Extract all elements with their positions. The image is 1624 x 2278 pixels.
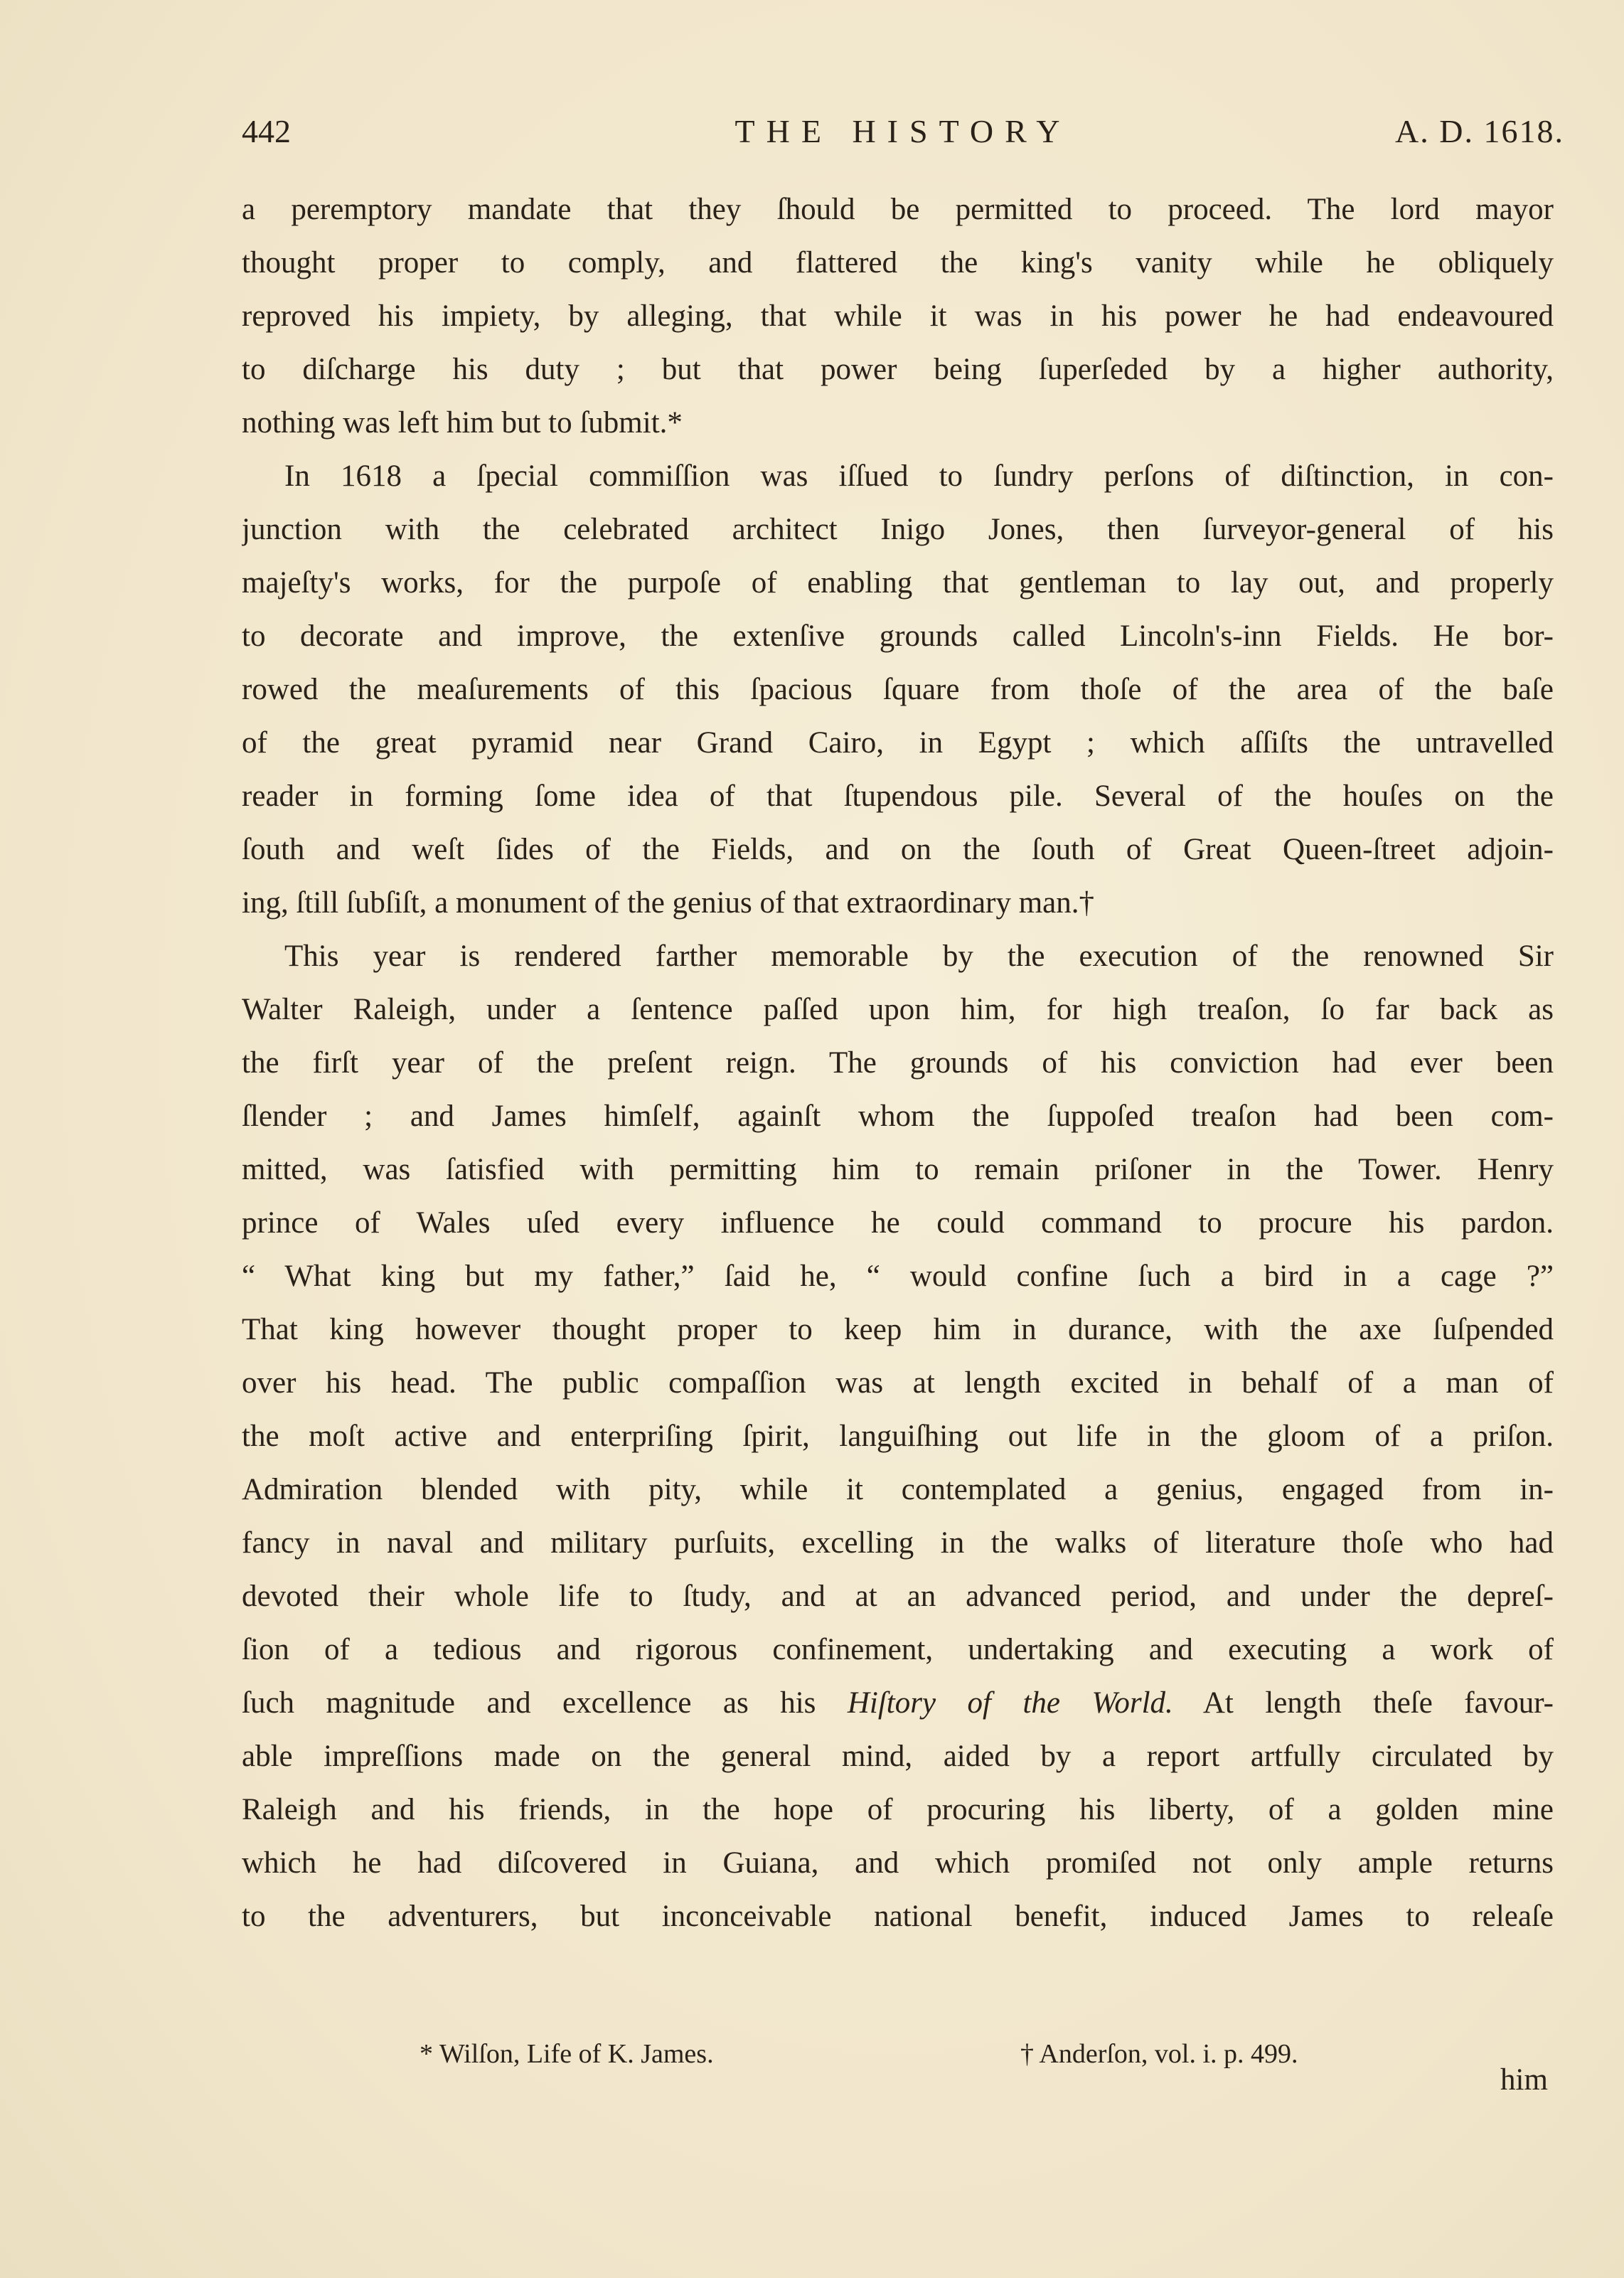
text-line: In 1618 a ſpecial commiſſion was iſſued to ſundry perſons of diſtinction, in con- <box>284 459 1554 493</box>
text-line: the firſt year of the preſent reign. The grounds of his conviction had ever been <box>242 1046 1554 1080</box>
text-line: rowed the meaſurements of this ſpacious ſquare from thoſe of the area of the baſe <box>242 673 1554 706</box>
text-line: mitted, was ſatisfied with permitting him to remain priſoner in the Tower. Henry <box>242 1153 1554 1186</box>
text-line: prince of Wales uſed every influence he could command to procure his pardon. <box>242 1206 1554 1240</box>
text-line-with-title <box>242 1676 1554 1730</box>
text-line: devoted their whole life to ſtudy, and at an advanced period, and under the depreſ- <box>242 1580 1554 1613</box>
running-title: THE HISTORY <box>734 113 1072 149</box>
text-line: This year is rendered farther memorable by the execution of the renowned Sir <box>284 940 1554 973</box>
text-line: a peremptory mandate that they ſhould be permitted to proceed. The lord mayor <box>242 193 1554 226</box>
footnote-wilson: * Wilſon, Life of K. James. <box>420 2039 714 2069</box>
text-line: thought proper to comply, and flattered the king's vanity while he obliquely <box>242 246 1554 280</box>
footnote-anderson: † Anderſon, vol. i. p. 499. <box>1020 2039 1298 2069</box>
text-line: reproved his impiety, by alleging, that while it was in his power he had endeavoured <box>242 299 1554 333</box>
text-line: nothing was left him but to ſubmit.* <box>242 406 683 440</box>
text-line: ſion of a tedious and rigorous confinement, undertaking and executing a work of <box>242 1633 1554 1666</box>
text-line: Admiration blended with pity, while it contemplated a genius, engaged from in- <box>242 1473 1554 1506</box>
text-line: That king however thought proper to keep him in durance, with the axe ſuſpended <box>242 1313 1554 1346</box>
text-line: over his head. The public compaſſion was at length excited in behalf of a man of <box>242 1366 1554 1400</box>
text-line: ing, ſtill ſubſiſt, a monument of the genius of that extraordinary man.† <box>242 886 1094 920</box>
text-line: to decorate and improve, the extenſive grounds called Lincoln's-inn Fields. He bor- <box>242 619 1554 653</box>
text-line: able impreſſions made on the general mind, aided by a report artfully circulated by <box>242 1740 1554 1773</box>
text-line: Walter Raleigh, under a ſentence paſſed upon him, for high treaſon, ſo far back as <box>242 993 1554 1026</box>
page-header <box>242 107 1564 156</box>
book-title-italic: Hiſtory of the World. <box>847 1686 1173 1720</box>
text-line: fancy in naval and military purſuits, excelling in the walks of literature thoſe who had <box>242 1526 1554 1560</box>
body-text <box>242 183 1554 1943</box>
text-line: ſouth and weſt ſides of the Fields, and on the ſouth of Great Queen-ſtreet adjoin- <box>242 833 1554 866</box>
text-line: junction with the celebrated architect Inigo Jones, then ſurveyor-general of his <box>242 513 1554 546</box>
text-line: majeſty's works, for the purpoſe of enabling that gentleman to lay out, and properly <box>242 566 1554 600</box>
text-line: which he had diſcovered in Guiana, and which promiſed not only ample returns <box>242 1846 1554 1880</box>
catchword: him <box>1500 2063 1548 2097</box>
text-line: the moſt active and enterpriſing ſpirit, languiſhing out life in the gloom of a priſon. <box>242 1420 1554 1453</box>
page-number: 442 <box>242 113 291 149</box>
line-lead: ſuch magnitude and excellence as his <box>242 1686 848 1720</box>
text-line: of the great pyramid near Grand Cairo, in Egypt ; which aſſiſts the untravelled <box>242 726 1554 760</box>
text-line: reader in forming ſome idea of that ſtupendous pile. Several of the houſes on the <box>242 779 1554 813</box>
text-line: to diſcharge his duty ; but that power being ſuperſeded by a higher authority, <box>242 353 1554 386</box>
text-line: Raleigh and his friends, in the hope of procuring his liberty, of a golden mine <box>242 1793 1554 1826</box>
text-line: to the adventurers, but inconceivable national benefit, induced James to releaſe <box>242 1900 1554 1933</box>
text-line: ſlender ; and James himſelf, againſt whom the ſuppoſed treaſon had been com- <box>242 1100 1554 1133</box>
line-tail: At length theſe favour- <box>1172 1686 1554 1720</box>
text-line: “ What king but my father,” ſaid he, “ would confine ſuch a bird in a cage ?” <box>242 1260 1554 1293</box>
date-reference: A. D. 1618. <box>1395 113 1564 149</box>
